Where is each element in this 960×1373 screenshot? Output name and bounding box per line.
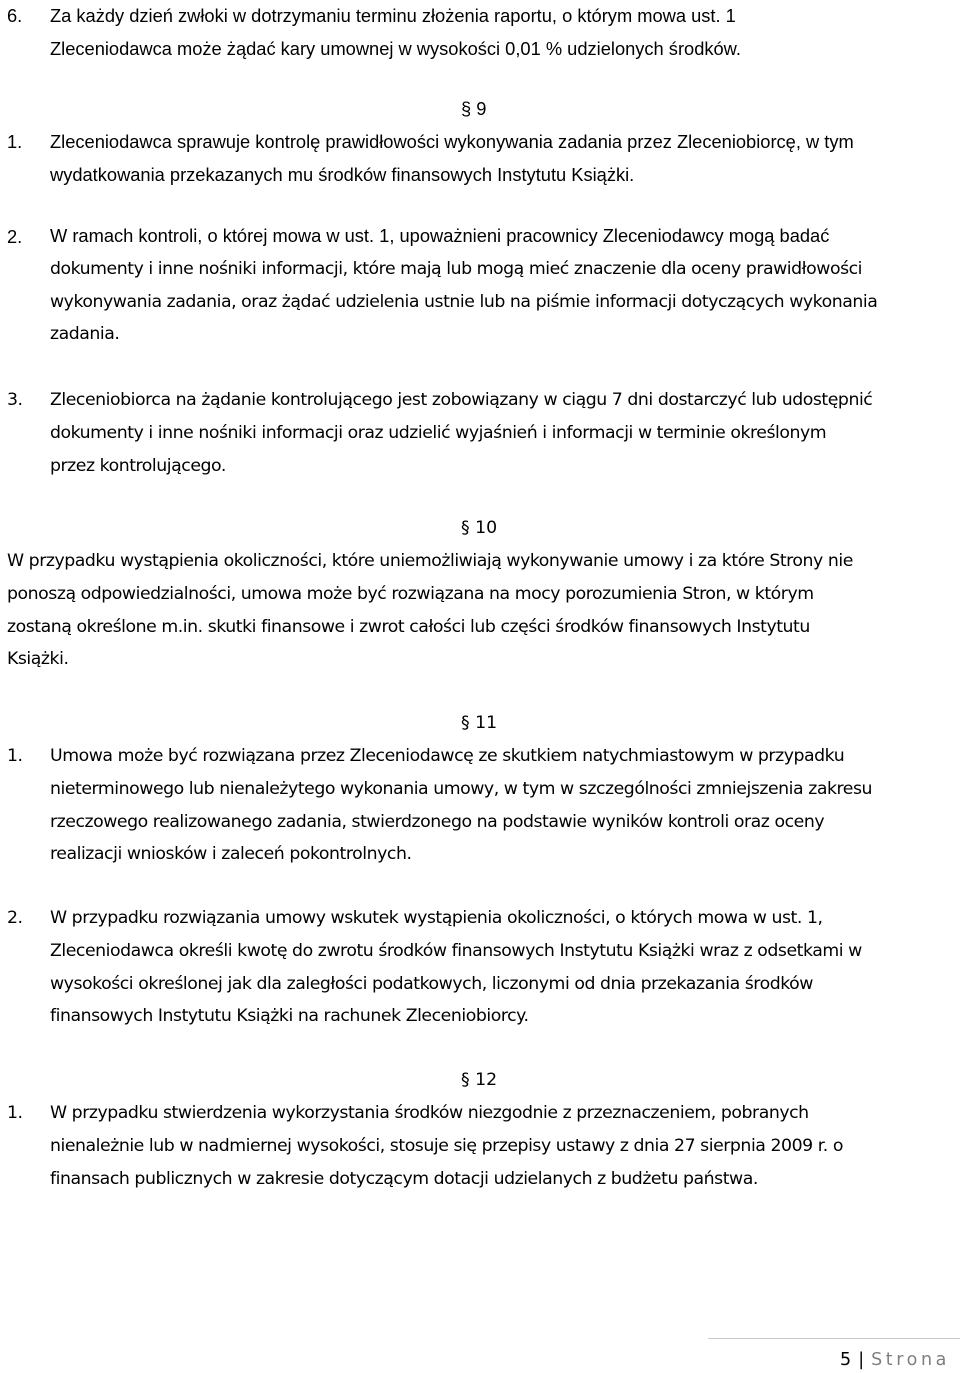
page-number: 5 <box>840 1350 852 1370</box>
text-line: Książki. <box>7 649 69 670</box>
point-text <box>50 0 741 65</box>
text-line: Zleceniobiorca na żądanie kontrolującego jest zobowiązany w ciągu 7 dni dostarczyć lub udostępnić <box>50 390 873 410</box>
text-line: Umowa może być rozwiązana przez Zleceniodawcę ze skutkiem natychmiastowym w przypadku <box>50 746 845 766</box>
text-line: wysokości określonej jak dla zaległości podatkowych, liczonymi od dnia przekazania środków <box>50 973 813 994</box>
text-line: dokumenty i inne nośniki informacji oraz udzielić wyjaśnień i informacji w terminie określonym <box>50 422 827 443</box>
text-line: Zleceniodawca sprawuje kontrolę prawidłowości wykonywania zadania przez Zleceniobiorcę, w tym <box>50 131 854 152</box>
footer-divider <box>708 1338 960 1339</box>
text-line: dokumenty i inne nośniki informacji, które mają lub mogą mieć znaczenie dla oceny prawidłowości <box>50 258 863 279</box>
text-line: rzeczowego realizowanego zadania, stwierdzonego na podstawie wyników kontroli oraz oceny <box>50 811 825 832</box>
footer-separator: | <box>858 1350 865 1370</box>
text-line: finansach publicznych w zakresie dotyczącym dotacji udzielanych z budżetu państwa. <box>50 1168 758 1189</box>
point-text <box>50 902 862 1033</box>
point-text <box>50 384 872 482</box>
text-line: przez kontrolującego. <box>50 455 226 476</box>
point-number: 3. <box>7 390 23 410</box>
text-line: Zleceniodawca określi kwotę do zwrotu środków finansowych Instytutu Książki wraz z odsetkami w <box>50 940 862 961</box>
text-line: finansowych Instytutu Książki na rachunek Zleceniobiorcy. <box>50 1006 529 1027</box>
text-line: zadania. <box>50 324 120 345</box>
text-line: Zleceniodawca może żądać kary umownej w wysokości 0,01 % udzielonych środków. <box>50 38 741 59</box>
point-number: 1. <box>7 1103 23 1123</box>
point-text <box>50 740 872 871</box>
page-label: Strona <box>871 1350 950 1370</box>
text-line: realizacji wniosków i zaleceń pokontrolnych. <box>50 844 412 865</box>
section-heading-12: § 12 <box>461 1070 498 1090</box>
text-line: W przypadku stwierdzenia wykorzystania środków niezgodnie z przeznaczeniem, pobranych <box>50 1103 809 1123</box>
text-line: nieterminowego lub nienależytego wykonania umowy, w tym w szczególności zmniejszenia zakresu <box>50 778 873 799</box>
point-number: 2. <box>7 226 23 247</box>
point-text <box>50 1097 843 1195</box>
point-number: 1. <box>7 131 23 152</box>
page-footer <box>840 1347 950 1373</box>
point-text <box>50 220 877 351</box>
text-line: W przypadku wystąpienia okoliczności, które uniemożliwiają wykonywanie umowy i za które Strony nie <box>7 551 853 571</box>
text-line <box>50 220 877 253</box>
point-number: 1. <box>7 746 23 766</box>
section-heading-10: § 10 <box>461 518 498 538</box>
section-heading-11: § 11 <box>461 713 498 733</box>
point-text <box>50 125 854 191</box>
text-line: zostaną określone m.in. skutki finansowe i zwrot całości lub części środków finansowych Instytutu <box>7 616 810 637</box>
text-line: nienależnie lub w nadmiernej wysokości, stosuje się przepisy ustawy z dnia 27 sierpnia 2009 r. o <box>50 1135 843 1156</box>
text-line: ponoszą odpowiedzialności, umowa może być rozwiązana na mocy porozumienia Stron, w którym <box>7 583 814 604</box>
text-line: W przypadku rozwiązania umowy wskutek wystąpienia okoliczności, o których mowa w ust. 1, <box>50 908 823 928</box>
point-number: 2. <box>7 908 23 928</box>
text-line-content: W ramach kontroli, o której mowa w ust. 1, upoważnieni pracownicy Zleceniodawcy mogą badać <box>50 225 830 246</box>
section-10-paragraph <box>7 545 853 676</box>
text-line: wykonywania zadania, oraz żądać udzielenia ustnie lub na piśmie informacji dotyczących wykonania <box>50 291 878 312</box>
section-heading-9: § 9 <box>461 98 487 119</box>
text-line: wydatkowania przekazanych mu środków finansowych Instytutu Książki. <box>50 164 635 185</box>
text-line: Za każdy dzień zwłoki w dotrzymaniu terminu złożenia raportu, o którym mowa ust. 1 <box>50 5 736 26</box>
point-number: 6. <box>7 5 23 26</box>
